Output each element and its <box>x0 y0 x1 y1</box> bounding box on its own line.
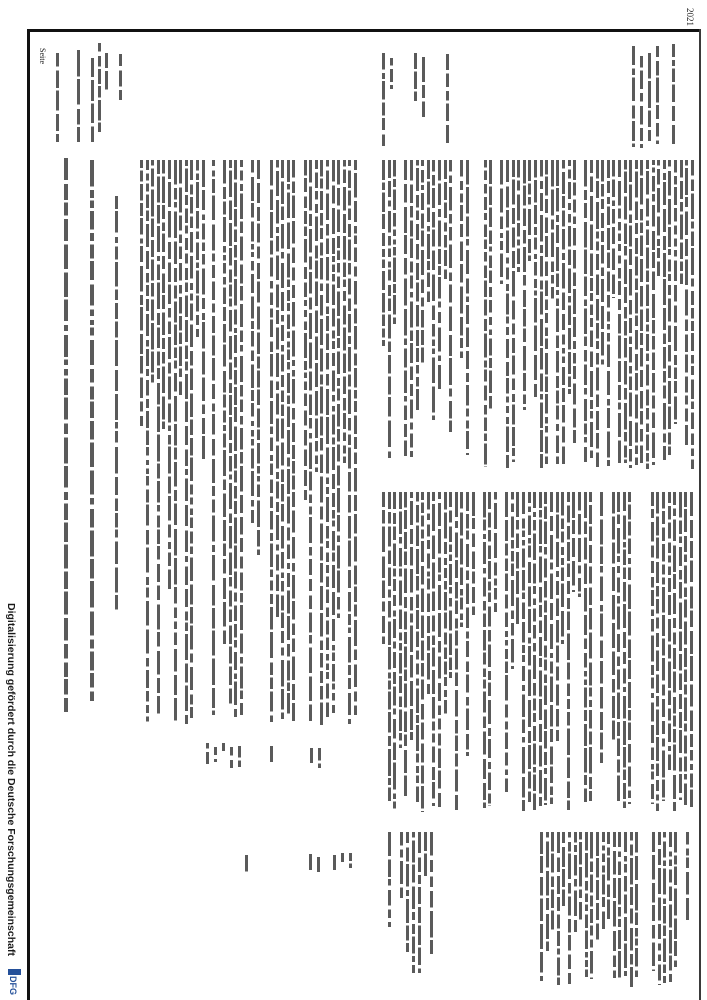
illegible-text-line <box>393 160 396 324</box>
illegible-text-line <box>635 160 638 465</box>
illegible-text-line <box>684 492 687 806</box>
illegible-text-line <box>669 832 672 982</box>
illegible-text-line <box>382 53 385 146</box>
illegible-text-line <box>444 492 447 714</box>
illegible-text-line <box>557 832 560 985</box>
illegible-text-line <box>460 492 463 627</box>
illegible-text-line <box>534 160 537 397</box>
illegible-text-line <box>349 853 352 868</box>
illegible-text-line <box>568 160 571 394</box>
illegible-text-line <box>623 492 626 808</box>
illegible-text-line <box>656 46 659 144</box>
illegible-text-line <box>674 832 677 967</box>
illegible-text-line <box>505 492 508 792</box>
illegible-text-line <box>202 160 205 459</box>
illegible-text-line <box>432 160 435 420</box>
illegible-text-line <box>574 832 577 932</box>
illegible-text-line <box>540 160 543 468</box>
illegible-text-line <box>77 50 80 142</box>
illegible-text-line <box>686 832 689 922</box>
illegible-text-line <box>617 492 620 801</box>
illegible-text-line <box>589 492 592 801</box>
illegible-text-line <box>140 160 143 426</box>
illegible-text-line <box>410 160 413 457</box>
illegible-text-line <box>245 855 248 872</box>
illegible-text-line <box>551 160 554 299</box>
illegible-text-line <box>466 492 469 756</box>
illegible-text-line <box>516 492 519 628</box>
illegible-text-line <box>624 160 627 463</box>
illegible-text-line <box>432 492 435 806</box>
illegible-text-line <box>612 492 615 740</box>
illegible-text-line <box>607 160 610 466</box>
illegible-text-line <box>238 746 241 767</box>
illegible-text-line <box>556 160 559 464</box>
illegible-text-line <box>309 160 312 721</box>
illegible-text-line <box>680 160 683 284</box>
illegible-text-line <box>230 747 233 768</box>
illegible-text-line <box>662 492 665 801</box>
illegible-text-line <box>404 160 407 456</box>
illegible-text-line <box>412 832 415 973</box>
illegible-text-line <box>466 160 469 455</box>
illegible-text-line <box>528 492 531 802</box>
illegible-text-line <box>317 857 320 872</box>
illegible-text-line <box>691 160 694 469</box>
illegible-text-line <box>222 743 225 752</box>
illegible-text-line <box>584 160 587 462</box>
page-number: 2021 <box>685 8 695 26</box>
illegible-text-line <box>196 160 199 337</box>
illegible-text-line <box>234 160 237 717</box>
illegible-text-line <box>540 832 543 982</box>
illegible-text-line <box>460 160 463 358</box>
illegible-text-line <box>449 492 452 678</box>
illegible-text-line <box>573 160 576 443</box>
illegible-text-line <box>399 492 402 748</box>
illegible-text-line <box>91 58 94 142</box>
illegible-text-line <box>444 160 447 279</box>
illegible-text-line <box>674 160 677 424</box>
illegible-text-line <box>332 160 335 713</box>
illegible-text-line <box>98 43 101 132</box>
illegible-text-line <box>56 53 59 142</box>
illegible-text-line <box>511 492 514 669</box>
illegible-text-line <box>270 160 273 724</box>
illegible-text-line <box>416 160 419 411</box>
illegible-text-line <box>115 196 118 612</box>
illegible-text-line <box>561 492 564 644</box>
illegible-text-line <box>382 160 385 346</box>
illegible-text-line <box>488 492 491 806</box>
illegible-text-line <box>533 492 536 810</box>
illegible-text-line <box>572 492 575 592</box>
illegible-text-line <box>422 57 425 117</box>
illegible-text-line <box>390 58 393 89</box>
illegible-text-line <box>229 160 232 706</box>
illegible-text-line <box>292 160 295 721</box>
illegible-text-line <box>223 160 226 644</box>
illegible-text-line <box>596 160 599 467</box>
illegible-text-line <box>556 492 559 741</box>
illegible-text-line <box>528 160 531 261</box>
illegible-text-line <box>427 492 430 694</box>
illegible-text-line <box>624 832 627 976</box>
illegible-text-line <box>613 832 616 978</box>
illegible-text-line <box>630 832 633 987</box>
illegible-text-line <box>105 53 108 92</box>
illegible-text-line <box>489 160 492 410</box>
illegible-text-line <box>119 54 122 100</box>
illegible-text-line <box>544 492 547 805</box>
illegible-text-line <box>146 160 149 722</box>
illegible-text-line <box>270 746 273 765</box>
illegible-text-line <box>455 492 458 810</box>
illegible-text-line <box>257 160 260 555</box>
illegible-text-line <box>393 492 396 810</box>
illegible-text-line <box>584 492 587 802</box>
illegible-text-line <box>424 832 427 876</box>
illegible-text-line <box>206 743 209 764</box>
illegible-text-line <box>500 160 503 284</box>
illegible-text-line <box>320 160 323 725</box>
illegible-text-line <box>545 160 548 464</box>
illegible-text-line <box>212 160 215 715</box>
illegible-text-line <box>348 160 351 724</box>
illegible-text-line <box>646 160 649 469</box>
illegible-text-line <box>690 492 693 807</box>
illegible-text-line <box>522 492 525 811</box>
illegible-text-line <box>652 832 655 971</box>
column-header-page: Seite <box>38 48 47 64</box>
illegible-text-line <box>658 832 661 985</box>
illegible-text-line <box>640 160 643 463</box>
illegible-text-line <box>562 160 565 464</box>
illegible-text-line <box>562 832 565 906</box>
illegible-text-line <box>427 160 430 302</box>
illegible-text-line <box>607 832 610 919</box>
illegible-text-line <box>326 160 329 717</box>
illegible-text-line <box>174 160 177 723</box>
illegible-text-line <box>600 492 603 763</box>
illegible-text-line <box>578 492 581 597</box>
illegible-text-line <box>585 832 588 977</box>
illegible-text-line <box>652 160 655 465</box>
illegible-text-line <box>404 492 407 798</box>
illegible-text-line <box>618 832 621 981</box>
illegible-text-line <box>640 56 643 148</box>
illegible-text-line <box>629 160 632 468</box>
illegible-text-line <box>333 855 336 870</box>
illegible-text-line <box>388 492 391 801</box>
illegible-text-line <box>618 160 621 465</box>
illegible-text-line <box>240 160 243 715</box>
illegible-text-line <box>579 832 582 921</box>
illegible-text-line <box>648 53 651 141</box>
illegible-text-line <box>635 832 638 977</box>
illegible-text-line <box>337 160 340 618</box>
illegible-text-line <box>382 492 385 644</box>
illegible-text-line <box>568 832 571 984</box>
illegible-text-line <box>281 160 284 723</box>
illegible-text-line <box>157 160 160 716</box>
illegible-text-line <box>287 160 290 715</box>
illegible-text-line <box>438 160 441 389</box>
illegible-text-line <box>304 160 307 502</box>
illegible-text-line <box>90 160 94 701</box>
illegible-text-line <box>567 492 570 810</box>
illegible-text-line <box>512 160 515 462</box>
illegible-text-line <box>517 160 520 272</box>
illegible-text-line <box>151 160 154 383</box>
illegible-text-line <box>483 492 486 808</box>
illegible-text-line <box>251 160 254 523</box>
illegible-text-line <box>506 160 509 468</box>
illegible-text-line <box>388 160 391 458</box>
illegible-text-line <box>685 160 688 448</box>
illegible-text-line <box>438 492 441 807</box>
illegible-text-line <box>421 160 424 364</box>
illegible-text-line <box>602 832 605 929</box>
illegible-text-line <box>523 160 526 410</box>
illegible-text-line <box>190 160 193 718</box>
illegible-text-line <box>64 158 68 712</box>
illegible-text-line <box>539 492 542 806</box>
illegible-text-line <box>679 492 682 800</box>
illegible-text-line <box>651 492 654 804</box>
illegible-text-line <box>472 492 475 615</box>
illegible-text-line <box>318 748 321 768</box>
illegible-text-line <box>343 160 346 463</box>
dfg-funding-banner <box>0 590 27 1000</box>
illegible-text-line <box>214 747 217 762</box>
illegible-text-line <box>484 160 487 467</box>
illegible-text-line <box>590 832 593 979</box>
illegible-text-line <box>668 160 671 455</box>
funding-notice: Digitalisierung gefördert durch die Deutsche Forschungsgemeinschaft <box>5 603 17 956</box>
illegible-text-line <box>672 44 675 144</box>
illegible-text-line <box>388 832 391 927</box>
illegible-text-line <box>494 492 497 612</box>
illegible-text-line <box>551 832 554 933</box>
dfg-logo <box>5 969 24 998</box>
illegible-text-line <box>668 492 671 770</box>
illegible-text-line <box>179 160 182 395</box>
illegible-text-line <box>276 160 279 617</box>
illegible-text-line <box>309 854 312 870</box>
illegible-text-line <box>596 832 599 941</box>
illegible-text-line <box>410 492 413 740</box>
illegible-text-line <box>657 160 660 276</box>
illegible-text-line <box>310 748 313 763</box>
illegible-text-line <box>414 53 417 101</box>
illegible-text-line <box>354 160 357 715</box>
dfg-logo-mark <box>8 969 21 975</box>
illegible-text-line <box>406 832 409 952</box>
illegible-text-line <box>550 492 553 804</box>
illegible-text-line <box>673 492 676 811</box>
illegible-text-line <box>341 853 344 862</box>
illegible-text-line <box>162 160 165 429</box>
illegible-text-line <box>590 160 593 458</box>
illegible-text-line <box>612 160 615 298</box>
illegible-text-line <box>418 832 421 973</box>
illegible-text-line <box>628 492 631 804</box>
illegible-text-line <box>168 160 171 590</box>
illegible-text-line <box>546 832 549 951</box>
illegible-text-line <box>430 832 433 954</box>
illegible-text-line <box>632 46 635 147</box>
illegible-text-line <box>185 160 188 724</box>
illegible-text-line <box>421 492 424 812</box>
illegible-text-line <box>663 160 666 460</box>
illegible-text-line <box>449 160 452 432</box>
illegible-text-line <box>416 492 419 802</box>
dfg-logo-text: DFG <box>8 976 18 995</box>
illegible-text-line <box>601 160 604 366</box>
illegible-text-line <box>400 832 403 898</box>
illegible-text-line <box>663 832 666 983</box>
illegible-text-line <box>656 492 659 811</box>
illegible-text-line <box>315 160 318 472</box>
illegible-text-line <box>446 54 449 143</box>
